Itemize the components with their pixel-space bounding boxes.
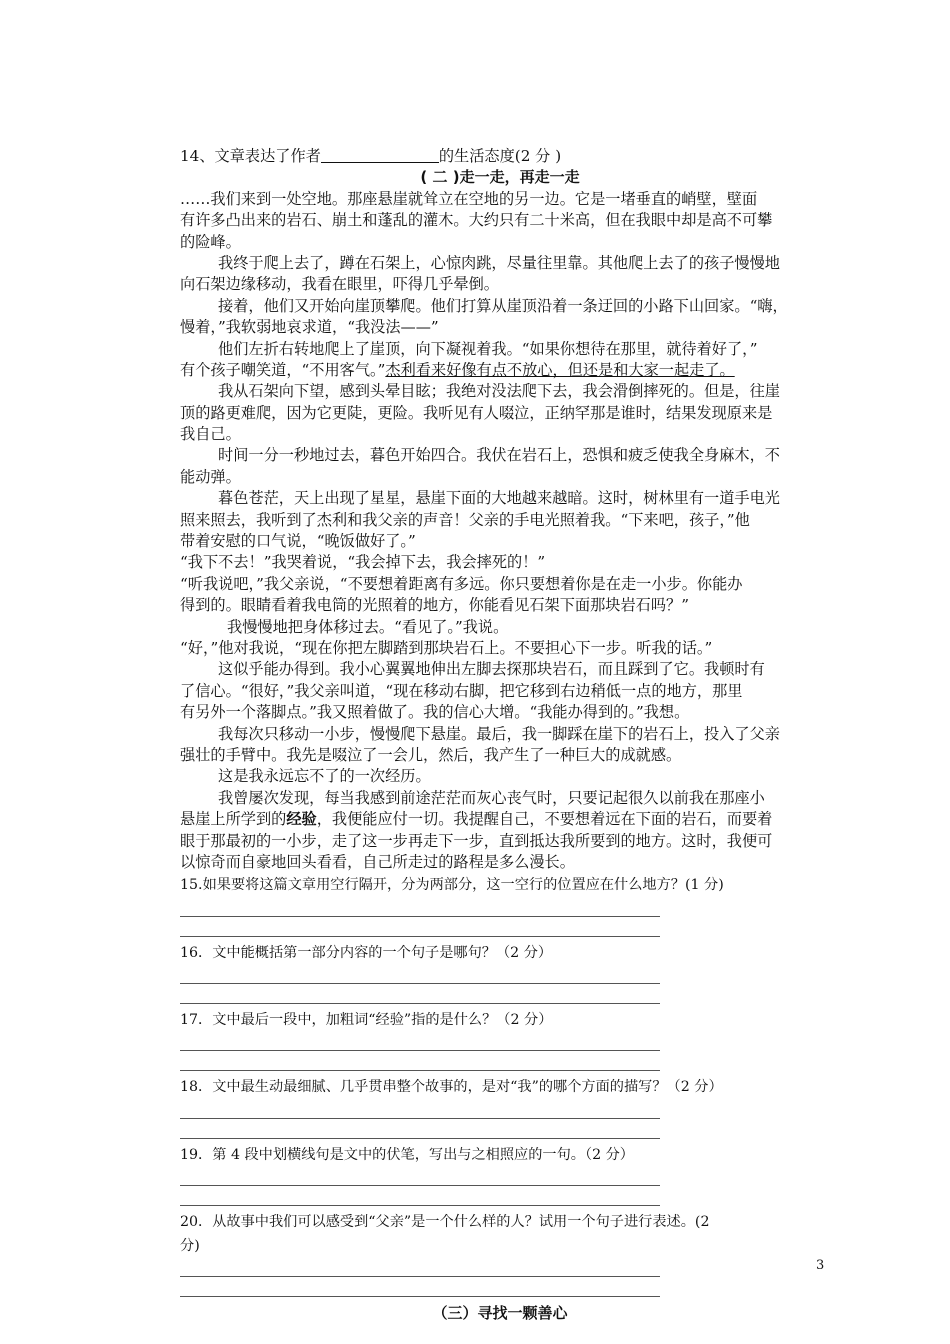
- underlined-sentence-line: [180, 360, 820, 381]
- page-number: 3: [816, 1258, 825, 1273]
- passage-line: 眼于那最初的一小步，走了这一步再走下一步，直到抵达我所要到的地方。这时，我便可: [180, 831, 773, 850]
- passage-line: 暮色苍茫，天上出现了星星，悬崖下面的大地越来越暗。这时，树林里有一道手电光: [218, 489, 780, 508]
- answer-line[interactable]: [180, 1257, 660, 1277]
- question-17: 17．文中最后一段中，加粗词“经验”指的是什么？（2 分）: [180, 1012, 553, 1029]
- bold-word-line: [180, 809, 820, 830]
- answer-blank[interactable]: [321, 146, 439, 163]
- answer-line[interactable]: [180, 1186, 660, 1206]
- answer-line[interactable]: [180, 897, 660, 917]
- document-page: [180, 146, 820, 1324]
- answer-line[interactable]: [180, 917, 660, 937]
- line-text: ，我便能应付一切。我提醒自己，不要想着远在下面的岩石，而要着: [316, 810, 773, 829]
- answer-line[interactable]: [180, 1119, 660, 1139]
- passage-line: 我终于爬上去了，蹲在石架上，心惊肉跳，尽量往里靠。其他爬上去了的孩子慢慢地: [218, 253, 780, 272]
- question-14: [180, 146, 820, 167]
- passage-part-2: [180, 381, 820, 809]
- answer-line[interactable]: [180, 1277, 660, 1297]
- question-18: 18．文中最生动最细腻、几乎贯串整个故事的，是对“我”的哪个方面的描写？（2 分）: [180, 1079, 723, 1096]
- passage-line: 这是我永远忘不了的一次经历。: [218, 767, 431, 786]
- question-16: 16．文中能概括第一部分内容的一个句子是哪句？（2 分）: [180, 944, 553, 961]
- passage-line: 时间一分一秒地过去，暮色开始四合。我伏在岩石上，恐惧和疲乏使我全身麻木，不: [218, 446, 780, 465]
- passage-line: 有另外一个落脚点。”我又照着做了。我的信心大增。“我能办得到的。”我想。: [180, 703, 690, 722]
- passage-line: 慢着，”我软弱地哀求道，“我没法——”: [180, 318, 439, 337]
- passage-line: 的险峰。: [180, 232, 241, 251]
- answer-line[interactable]: [180, 964, 660, 984]
- passage-line: 得到的。眼睛看着我电筒的光照着的地方，你能看见石架下面那块岩石吗？”: [180, 596, 689, 615]
- question-20-line-1: 20．从故事中我们可以感受到“父亲”是一个什么样的人？试用一个句子进行表述。(2: [180, 1214, 710, 1231]
- passage-line: 我自己。: [180, 425, 241, 444]
- question-20-line-2: 分): [180, 1237, 200, 1254]
- passage-line: 有许多凸出来的岩石、崩土和蓬乱的灌木。大约只有二十米高，但在我眼中却是高不可攀: [180, 211, 773, 230]
- question-14-score: 的生活态度(2 分 ): [438, 147, 562, 165]
- passage-line: 向石架边缘移动，我看在眼里，吓得几乎晕倒。: [180, 275, 499, 294]
- passage-line: 强壮的手臂中。我先是啜泣了一会儿，然后，我产生了一种巨大的成就感。: [180, 745, 682, 764]
- question-15: 15.如果要将这篇文章用空行隔开，分为两部分，这一空行的位置应在什么地方？(1 分): [180, 877, 724, 894]
- underlined-sentence: 杰利看来好像有点不放心，但还是和大家一起走了。: [385, 360, 735, 379]
- passage-line: 能动弹。: [180, 467, 241, 486]
- question-14-text: 14、文章表达了作者: [180, 147, 321, 165]
- passage-line: 接着，他们又开始向崖顶攀爬。他们打算从崖顶沿着一条迂回的小路下山回家。“嗨，: [218, 296, 788, 315]
- passage-line: 顶的路更难爬，因为它更陡，更险。我听见有人啜泣，正纳罕那是谁时，结果发现原来是: [180, 403, 773, 422]
- answer-line[interactable]: [180, 1051, 660, 1071]
- passage-line: “我下不去！”我哭着说，“我会掉下去，我会摔死的！”: [180, 553, 546, 572]
- question-19: 19．第 4 段中划横线句是文中的伏笔，写出与之相照应的一句。（2 分）: [180, 1146, 634, 1163]
- passage-line: 我曾屡次发现，每当我感到前途茫茫而灰心丧气时，只要记起很久以前我在那座小: [218, 788, 765, 807]
- bold-word-experience: 经验: [286, 810, 317, 829]
- passage-part-1: [180, 189, 820, 360]
- passage-line: 照来照去，我听到了杰利和我父亲的声音！父亲的手电光照着我。“下来吧，孩子，”他: [180, 510, 750, 529]
- section-2-title: ( 二 )走一走，再走一走: [420, 168, 580, 187]
- passage-line: 了信心。“很好，”我父亲叫道，“现在移动右脚，把它移到右边稍低一点的地方，那里: [180, 681, 743, 700]
- answer-line[interactable]: [180, 1166, 660, 1186]
- passage-part-3: [180, 831, 820, 874]
- passage-line: 我慢慢地把身体移过去。“看见了。”我说。: [227, 617, 509, 636]
- passage-line: ……我们来到一处空地。那座悬崖就耸立在空地的另一边。它是一堵垂直的峭壁，壁面: [180, 189, 758, 208]
- passage-line: 这似乎能办得到。我小心翼翼地伸出左脚去探那块岩石，而且踩到了它。我顿时有: [218, 660, 765, 679]
- answer-line[interactable]: [180, 1099, 660, 1119]
- answer-line[interactable]: [180, 1031, 660, 1051]
- passage-line: 他们左折右转地爬上了崖顶，向下凝视着我。“如果你想待在那里，就待着好了，”: [218, 339, 758, 358]
- line-text: 有个孩子嘲笑道，“不用客气。”: [180, 360, 386, 379]
- passage-line: 我从石架向下望，感到头晕目眩；我绝对没法爬下去，我会滑倒摔死的。但是，往崖: [218, 382, 780, 401]
- line-text: 悬崖上所学到的: [180, 810, 287, 829]
- passage-line: 我每次只移动一小步，慢慢爬下悬崖。最后，我一脚踩在崖下的岩石上，投入了父亲: [218, 724, 780, 743]
- answer-line[interactable]: [180, 984, 660, 1004]
- passage-line: “听我说吧，”我父亲说，“不要想着距离有多远。你只要想着你是在走一小步。你能办: [180, 574, 743, 593]
- passage-line: 以惊奇而自豪地回头看看，自己所走过的路程是多么漫长。: [180, 852, 575, 871]
- passage-line: 带着安慰的口气说，“晚饭做好了。”: [180, 532, 416, 551]
- passage-line: “好，”他对我说，“现在你把左脚踏到那块岩石上。不要担心下一步。听我的话。”: [180, 638, 713, 657]
- question-list: [180, 875, 820, 1206]
- section-3-title: （三）寻找一颗善心: [432, 1304, 568, 1323]
